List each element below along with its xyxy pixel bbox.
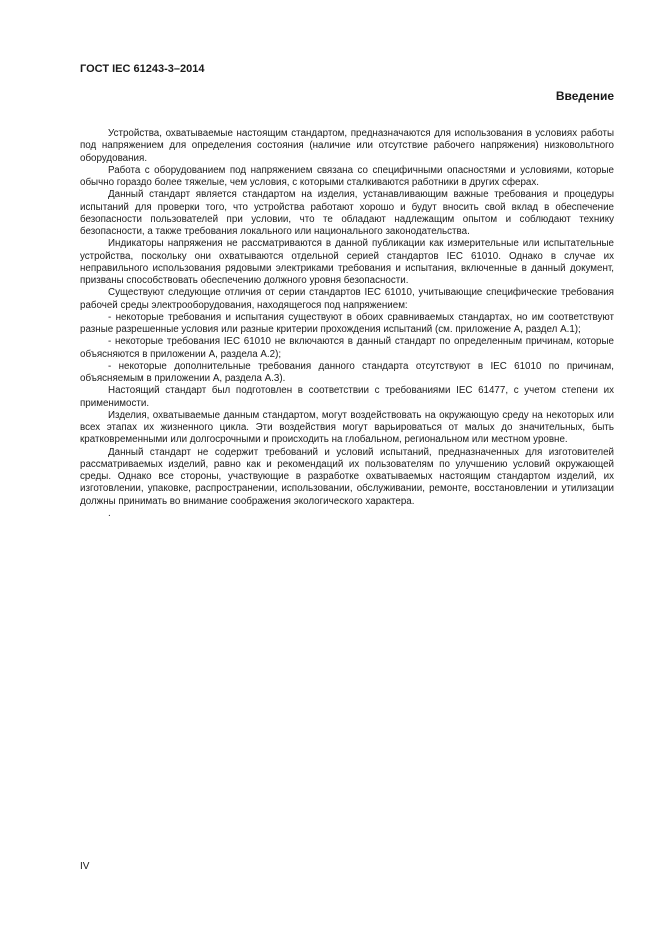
paragraph: Индикаторы напряжения не рассматриваются в данной публикации как измерительные или испытательные устройства, поскольку они охватываются отдельной серией стандартов IEC 61010. Однако в случае их неправильного использования рядовыми электриками требования и испытания, включенные в данный документ, призваны способствовать обеспечению должного уровня безопасности. [80,238,614,286]
paragraph: Изделия, охватываемые данным стандартом, могут воздействовать на окружающую среду на некоторых или всех этапах их жизненного цикла. Эти воздействия могут варьироваться от малых до значительных, быть кратковременными или долгосрочными и происходить на глобальном, региональном или местном уровне. [80,409,614,446]
body-text [80,128,614,520]
trailing-mark: . [108,507,111,519]
list-item: - некоторые требования IEC 61010 не включаются в данный стандарт по определенным причинам, которые объясняются в приложении А, раздела А.2); [80,336,614,360]
list-item: - некоторые требования и испытания существуют в обоих сравниваемых стандартах, но им соответствуют разные разрешенные условия или разные критерии прохождения испытаний (см. приложение А, раздел А.1); [80,311,614,335]
list-item: - некоторые дополнительные требования данного стандарта отсутствуют в IEC 61010 по причинам, объясняемым в приложении А, раздела А.3). [80,360,614,384]
paragraph: Существуют следующие отличия от серии стандартов IEC 61010, учитывающие специфические требования рабочей среды электрооборудования, находящегося под напряжением: [80,287,614,311]
paragraph: Данный стандарт является стандартом на изделия, устанавливающим важные требования и процедуры испытаний для проверки того, что устройства работают хорошо и будут вносить свой вклад в обеспечение безопасности пользователей при условии, что те обладают надлежащим опытом и соблюдают технику безопасности, а также требования локального или национального законодательства. [80,189,614,237]
paragraph: Настоящий стандарт был подготовлен в соответствии с требованиями IEC 61477, с учетом степени их применимости. [80,385,614,409]
paragraph: Устройства, охватываемые настоящим стандартом, предназначаются для использования в условиях работы под напряжением для определения состояния (наличие или отсутствие рабочего напряжения) низковольтного оборудования. [80,128,614,164]
standard-code: ГОСТ IEC 61243-3–2014 [80,63,205,75]
section-title: Введение [555,89,614,103]
paragraph: Работа с оборудованием под напряжением связана со специфичными опасностями и условиями, которые обычно гораздо более тяжелые, чем условия, с которыми сталкиваются работники в других сферах. [80,164,614,188]
page-number: IV [80,861,90,872]
paragraph: Данный стандарт не содержит требований и условий испытаний, предназначенных для изготовителей рассматриваемых изделий, равно как и рекомендаций их пользователям по улучшению условий окружающей среды. Однако все стороны, участвующие в разработке охватываемых настоящим стандартом изделий, их изготовлении, упаковке, распространении, использовании, обслуживании, ремонте, восстановлении и утилизации должны принимать во внимание соображения экологического характера. [80,446,614,507]
